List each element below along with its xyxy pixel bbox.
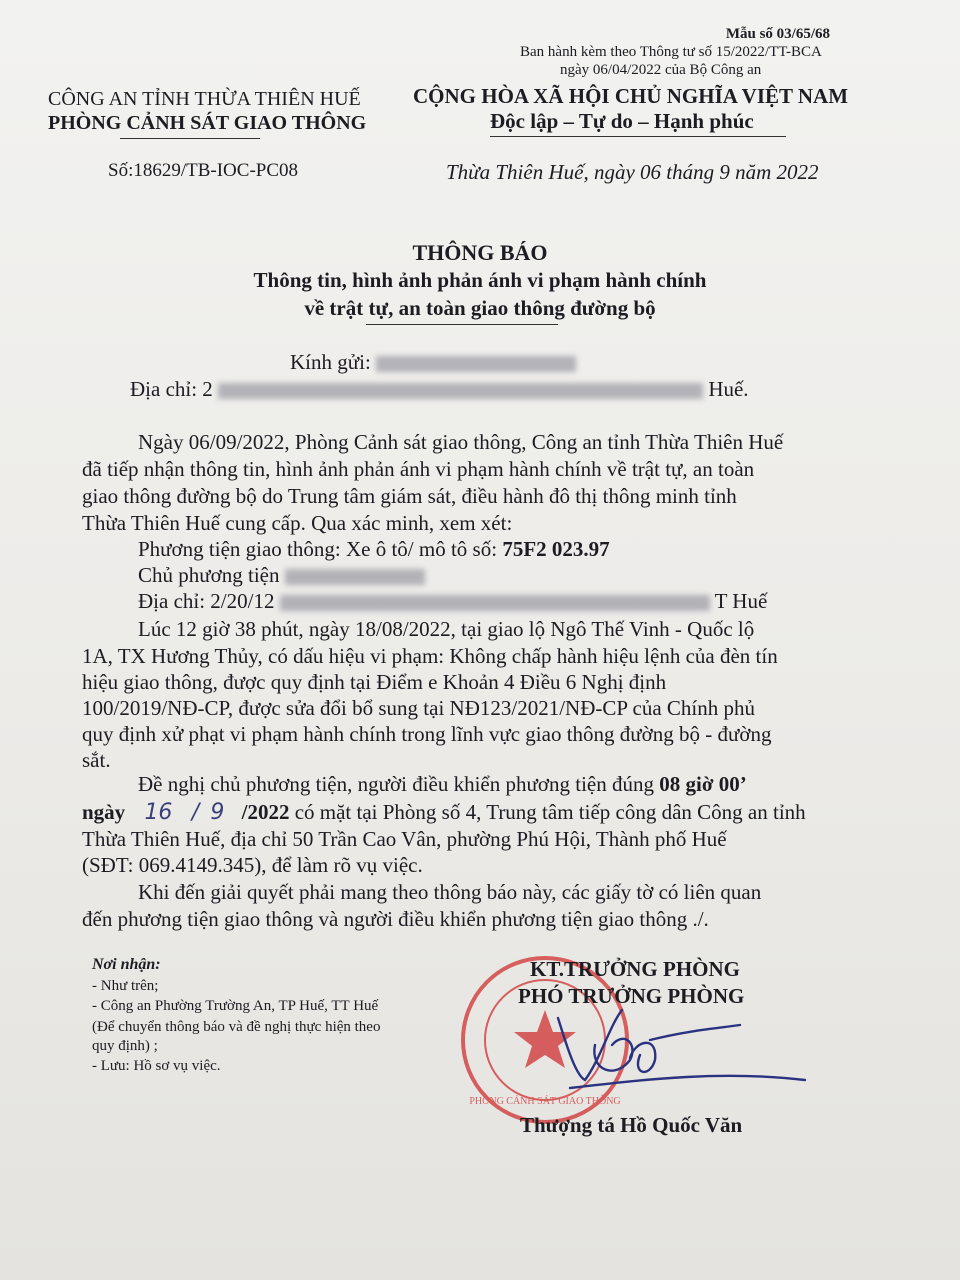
request-year: /2022 — [241, 800, 290, 824]
paragraph1-line: đã tiếp nhận thông tin, hình ảnh phản ánh vi phạm hành chính về trật tự, an toàn — [82, 457, 755, 481]
country-motto: Độc lập – Tự do – Hạnh phúc — [490, 109, 754, 133]
signer-name: Thượng tá Hồ Quốc Văn — [520, 1113, 743, 1137]
document-number: Số:18629/TB-IOC-PC08 — [108, 160, 299, 181]
official-seal — [463, 958, 627, 1122]
request-line-2: ngày 16 / 9 /2022 có mặt tại Phòng số 4, Trung tâm tiếp công dân Công an tỉnh — [82, 800, 806, 825]
violation-line: quy định xử phạt vi phạm hành chính trong lĩnh vực giao thông đường bộ - đường — [82, 722, 772, 746]
closing-line: Khi đến giải quyết phải mang theo thông báo này, các giấy tờ có liên quan — [138, 880, 762, 904]
recipient-item: - Như trên; — [92, 978, 159, 994]
country-name: CỘNG HÒA XÃ HỘI CHỦ NGHĨA VIỆT NAM — [413, 84, 849, 108]
violation-line: 1A, TX Hương Thủy, có dấu hiệu vi phạm: Không chấp hành hiệu lệnh của đèn tín — [82, 644, 778, 668]
owner-address-label: Địa chỉ: 2/20/12 — [138, 589, 275, 613]
signature-title-2: PHÓ TRƯỞNG PHÒNG — [518, 984, 745, 1008]
paragraph1-line: Ngày 06/09/2022, Phòng Cảnh sát giao thông, Công an tỉnh Thừa Thiên Huế — [138, 430, 784, 454]
vehicle-plate: 75F2 023.97 — [502, 537, 610, 561]
form-issued-with: Ban hành kèm theo Thông tư số 15/2022/TT-BCA — [520, 44, 822, 60]
violation-line: hiệu giao thông, được quy định tại Điểm e Khoản 4 Điều 6 Nghị định — [82, 670, 667, 694]
document-subtitle-1: Thông tin, hình ảnh phản ánh vi phạm hành chính — [253, 268, 707, 292]
owner-label: Chủ phương tiện — [138, 563, 280, 587]
violation-line: Lúc 12 giờ 38 phút, ngày 18/08/2022, tại giao lộ Ngô Thế Vinh - Quốc lộ — [138, 617, 755, 641]
recipient-item: - Công an Phường Trường An, TP Huế, TT Huế — [92, 998, 379, 1014]
request-day-label: ngày — [82, 800, 126, 824]
handwritten-month: 9 — [210, 800, 225, 825]
violation-line: 100/2019/NĐ-CP, được sửa đổi bổ sung tại NĐ123/2021/NĐ-CP của Chính phủ — [82, 696, 755, 720]
signature-title-1: KT.TRƯỞNG PHÒNG — [530, 957, 740, 981]
request-text: Đề nghị chủ phương tiện, người điều khiển phương tiện đúng — [138, 772, 654, 796]
recipient-item: (Để chuyển thông báo và đề nghị thực hiện theo — [92, 1019, 381, 1035]
recipient-item: quy định) ; — [92, 1038, 158, 1054]
document-subtitle-2: về trật tự, an toàn giao thông đường bộ — [304, 296, 656, 320]
request-time: 08 giờ 00’ — [659, 772, 747, 796]
owner-address-tail: T Huế — [714, 589, 768, 613]
agency-name: PHÒNG CẢNH SÁT GIAO THÔNG — [48, 112, 367, 134]
seal-text: PHÒNG CẢNH SÁT GIAO THÔNG — [469, 1096, 621, 1107]
vehicle-label: Phương tiện giao thông: Xe ô tô/ mô tô số: — [138, 537, 498, 561]
closing-line: đến phương tiện giao thông và người điều khiển phương tiện giao thông ./. — [82, 907, 709, 931]
handwritten-signature — [558, 1010, 805, 1088]
seal-star-icon — [514, 1010, 576, 1068]
document-title: THÔNG BÁO — [412, 240, 548, 265]
addressee-greeting: Kính gửi: — [290, 350, 371, 374]
addressee-address-tail: Huế. — [708, 377, 749, 401]
recipient-item: - Lưu: Hồ sơ vụ việc. — [92, 1058, 221, 1074]
handwritten-day: 16 — [144, 800, 173, 825]
agency-parent: CÔNG AN TỈNH THỪA THIÊN HUẾ — [48, 88, 361, 110]
request-line-4: (SĐT: 069.4149.345), để làm rõ vụ việc. — [82, 853, 423, 877]
request-line-3: Thừa Thiên Huế, địa chỉ 50 Trần Cao Vân, phường Phú Hội, Thành phố Huế — [82, 827, 727, 851]
paragraph1-line: Thừa Thiên Huế cung cấp. Qua xác minh, xem xét: — [82, 511, 513, 535]
form-issued-date: ngày 06/04/2022 của Bộ Công an — [560, 62, 762, 78]
paragraph1-line: giao thông đường bộ do Trung tâm giám sát, điều hành đô thị thông minh tỉnh — [82, 484, 737, 508]
form-code: Mẫu số 03/65/68 — [725, 26, 830, 42]
request-rest: có mặt tại Phòng số 4, Trung tâm tiếp công dân Công an tỉnh — [294, 800, 806, 824]
addressee-address-label: Địa chỉ: 2 — [130, 377, 213, 401]
place-date: Thừa Thiên Huế, ngày 06 tháng 9 năm 2022 — [446, 160, 819, 184]
recipients-title: Nơi nhận: — [92, 956, 161, 973]
violation-line: sắt. — [82, 748, 111, 772]
